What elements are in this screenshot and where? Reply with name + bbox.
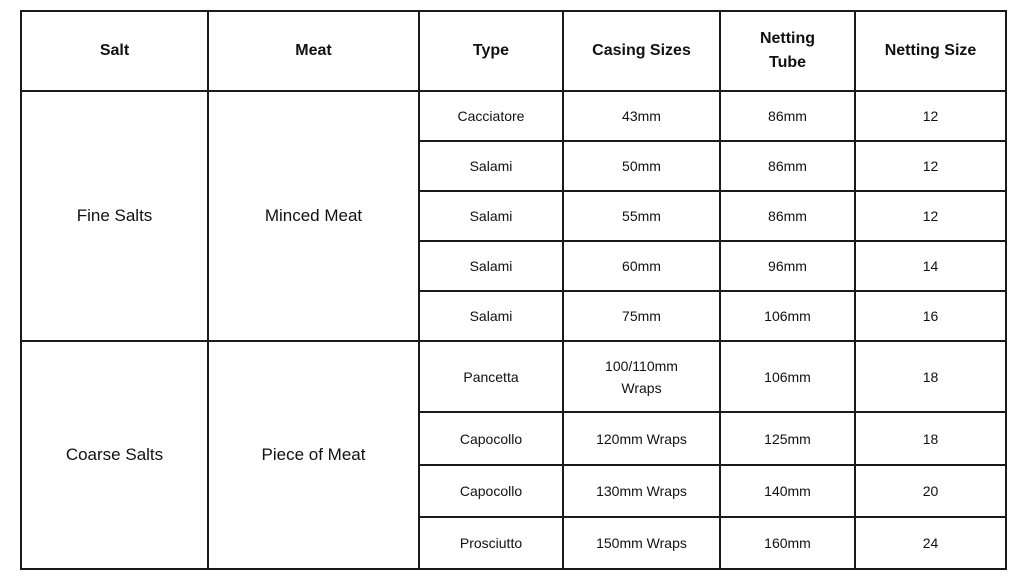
casing-cell (563, 341, 720, 412)
header-type: Type (419, 11, 563, 91)
netting-size-cell: 18 (855, 341, 1006, 412)
casing-cell: 150mm Wraps (563, 517, 720, 569)
casing-cell: 130mm Wraps (563, 465, 720, 517)
header-meat: Meat (208, 11, 419, 91)
type-cell: Prosciutto (419, 517, 563, 569)
netting-size-cell: 18 (855, 412, 1006, 465)
type-cell: Cacciatore (419, 91, 563, 141)
casing-cell: 75mm (563, 291, 720, 341)
header-row (21, 11, 1006, 91)
type-cell: Capocollo (419, 412, 563, 465)
netting-tube-cell: 140mm (720, 465, 855, 517)
netting-tube-cell: 160mm (720, 517, 855, 569)
type-cell: Capocollo (419, 465, 563, 517)
netting-size-cell: 16 (855, 291, 1006, 341)
meat-group-cell: Minced Meat (208, 91, 419, 341)
netting-size-cell: 12 (855, 91, 1006, 141)
casing-cell: 55mm (563, 191, 720, 241)
netting-tube-cell: 86mm (720, 141, 855, 191)
casing-netting-table (20, 10, 1007, 570)
netting-size-cell: 12 (855, 141, 1006, 191)
type-cell: Salami (419, 191, 563, 241)
netting-size-cell: 24 (855, 517, 1006, 569)
salt-group-cell: Coarse Salts (21, 341, 208, 569)
table-row (21, 341, 1006, 412)
netting-tube-cell: 106mm (720, 341, 855, 412)
netting-tube-cell: 125mm (720, 412, 855, 465)
header-salt: Salt (21, 11, 208, 91)
type-cell: Pancetta (419, 341, 563, 412)
type-cell: Salami (419, 291, 563, 341)
header-netting-tube-line2: Tube (768, 54, 807, 71)
table-row (21, 91, 1006, 141)
netting-size-cell: 14 (855, 241, 1006, 291)
netting-tube-cell: 86mm (720, 91, 855, 141)
meat-group-cell: Piece of Meat (208, 341, 419, 569)
type-cell: Salami (419, 241, 563, 291)
netting-tube-cell: 96mm (720, 241, 855, 291)
netting-size-cell: 12 (855, 191, 1006, 241)
header-casing-sizes: Casing Sizes (563, 11, 720, 91)
netting-tube-cell: 86mm (720, 191, 855, 241)
casing-cell: 50mm (563, 141, 720, 191)
netting-tube-cell: 106mm (720, 291, 855, 341)
casing-line1: 100/110mm (605, 357, 678, 374)
type-cell: Salami (419, 141, 563, 191)
casing-cell: 60mm (563, 241, 720, 291)
header-netting-tube (720, 11, 855, 91)
netting-size-cell: 20 (855, 465, 1006, 517)
casing-line2: Wraps (621, 379, 662, 396)
casing-cell: 120mm Wraps (563, 412, 720, 465)
header-netting-tube-line1: Netting (759, 30, 816, 47)
casing-cell: 43mm (563, 91, 720, 141)
header-netting-size: Netting Size (855, 11, 1006, 91)
salt-group-cell: Fine Salts (21, 91, 208, 341)
